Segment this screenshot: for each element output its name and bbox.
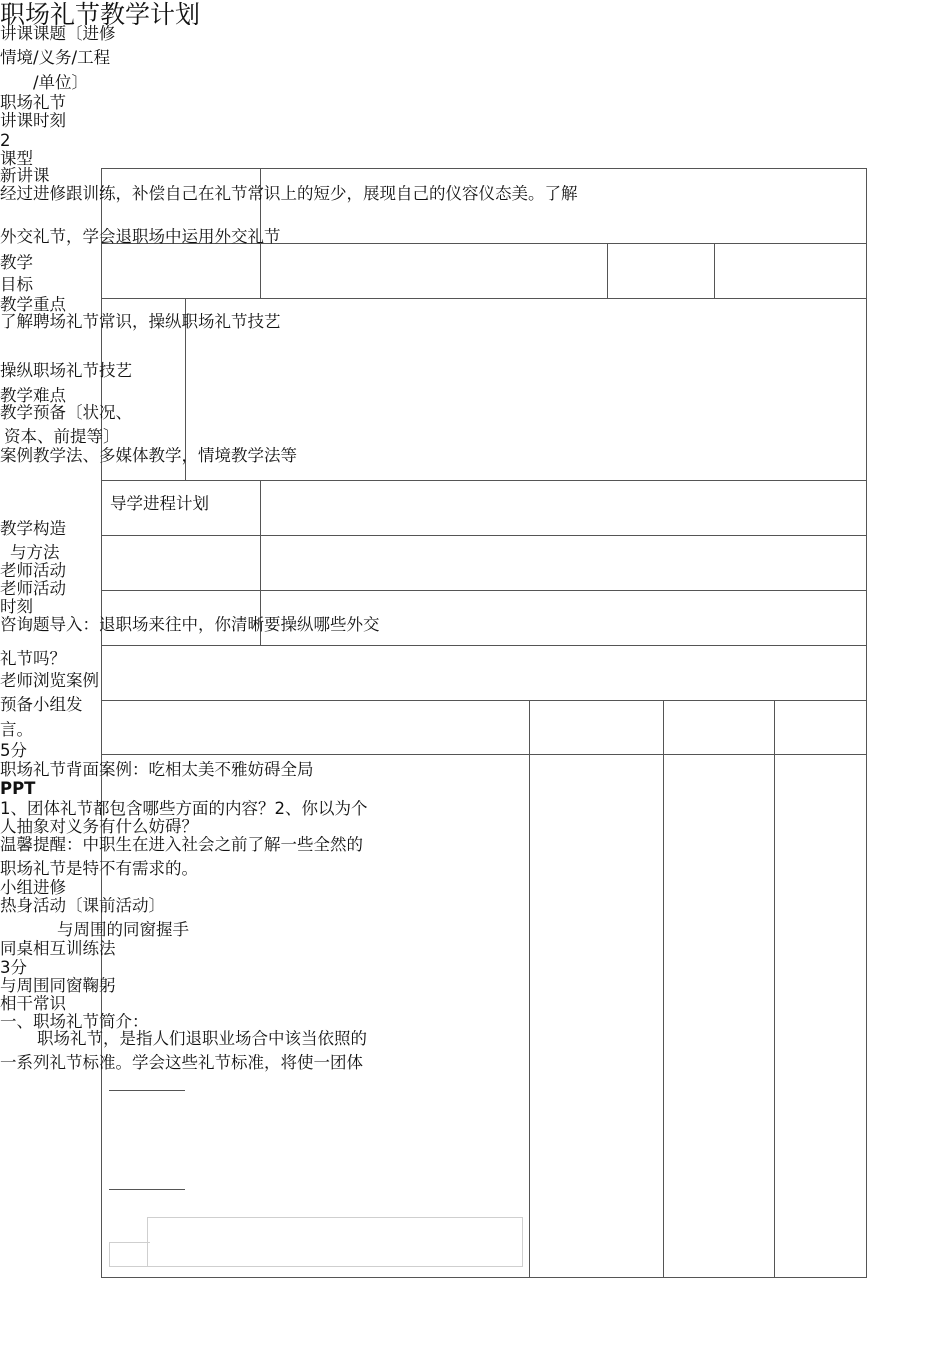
text-line: 一系列礼节标准。学会这些礼节标准，将使一团体 xyxy=(0,1053,363,1072)
text-line: 目标 xyxy=(0,275,33,294)
text-line: 1、团体礼节都包含哪些方面的内容？2、你以为个 xyxy=(0,799,368,818)
text-line: 教学预备〔状况、 xyxy=(0,403,132,422)
text-line: 新讲课 xyxy=(0,166,50,185)
text-line: 经过进修跟训练，补偿自己在礼节常识上的短少，展现自己的仪容仪态美。了解 xyxy=(0,184,578,203)
text-line: 与方法 xyxy=(10,543,60,562)
text-line: 导学进程计划 xyxy=(110,494,209,513)
text-line: 教学重点 xyxy=(0,295,66,314)
text-line: PPT xyxy=(0,779,36,798)
text-line: 与周围的同窗握手 xyxy=(57,920,189,939)
text-line: 礼节吗？ xyxy=(0,649,66,668)
text-line: 职场礼节 xyxy=(0,93,66,112)
document-title: 职场礼节教学计划 xyxy=(0,0,201,29)
text-line: 教学 xyxy=(0,253,33,272)
text-line: 操纵职场礼节技艺 xyxy=(0,361,132,380)
text-line: 预备小组发 xyxy=(0,695,83,714)
text-line: 3分 xyxy=(0,958,27,977)
text-line: 案例教学法、多媒体教学，情境教学法等 xyxy=(0,446,297,465)
text-line: 2 xyxy=(0,131,11,150)
text-line: 小组进修 xyxy=(0,878,66,897)
text-line: 老师浏览案例 xyxy=(0,671,99,690)
text-line: 职场礼节是特不有需求的。 xyxy=(0,859,198,878)
text-line: 了解聘场礼节常识，操纵职场礼节技艺 xyxy=(0,312,281,331)
text-line: 讲课时刻 xyxy=(0,111,66,130)
text-line: 讲课课题〔进修 xyxy=(0,24,116,43)
text-line: 老师活动 xyxy=(0,561,66,580)
text-line: 外交礼节，学会退职场中运用外交礼节 xyxy=(0,227,281,246)
text-line: 与周围同窗鞠躬 xyxy=(0,976,116,995)
text-line: 资本、前提等〕 xyxy=(4,427,120,446)
text-line: 老师活动 xyxy=(0,579,66,598)
text-line: 热身活动〔课前活动〕 xyxy=(0,896,165,915)
text-line: 5分 xyxy=(0,741,27,760)
text-line: 教学构造 xyxy=(0,519,66,538)
text-line: 相干常识 xyxy=(0,994,66,1013)
text-line: 课型 xyxy=(0,149,33,168)
text-line: 人抽象对义务有什么妨碍？ xyxy=(0,817,198,836)
text-line: 咨询题导入：退职场来往中，你清晰要操纵哪些外交 xyxy=(0,615,380,634)
text-line: 温馨提醒：中职生在进入社会之前了解一些全然的 xyxy=(0,835,363,854)
text-line: 职场礼节背面案例：吃相太美不雅妨碍全局 xyxy=(0,760,314,779)
text-line: 一、职场礼节简介： xyxy=(0,1012,149,1031)
text-line: /单位〕 xyxy=(33,73,89,92)
text-line: 言。 xyxy=(0,720,33,739)
text-line: 时刻 xyxy=(0,597,33,616)
text-line: 同桌相互训练法 xyxy=(0,939,116,958)
text-line: 职场礼节，是指人们退职业场合中该当依照的 xyxy=(37,1029,367,1048)
text-line: 情境/义务/工程 xyxy=(0,48,111,67)
text-line: 教学难点 xyxy=(0,386,66,405)
